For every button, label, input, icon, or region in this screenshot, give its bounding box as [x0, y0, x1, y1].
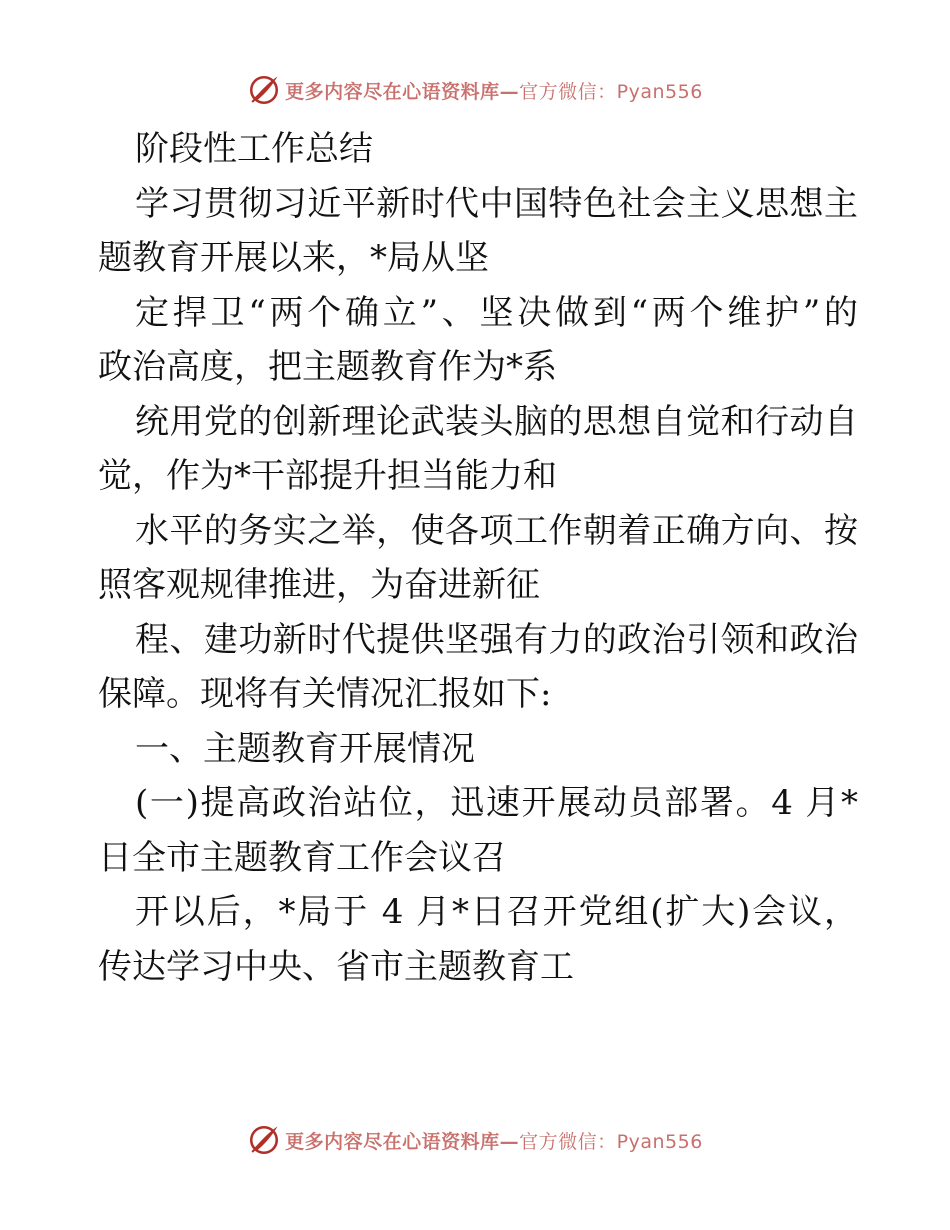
section-heading: 一、主题教育开展情况 — [135, 728, 475, 769]
feather-pen-logo-icon — [247, 73, 281, 107]
paragraph-line: 保障。现将有关情况汇报如下: — [98, 674, 552, 714]
paragraph-line: 照客观规律推进，为奋进新征 — [98, 565, 540, 605]
paragraph-line: 学习贯彻习近平新时代中国特色社会主义思想主 — [135, 183, 858, 224]
paragraph-line: 日全市主题教育工作会议召 — [98, 837, 506, 878]
paragraph-line: 觉，作为*干部提升担当能力和 — [98, 456, 557, 496]
paragraph-line: 程、建功新时代提供坚强有力的政治引领和政治 — [135, 619, 858, 660]
footer-watermark-banner — [0, 1120, 950, 1160]
header-watermark-banner — [0, 70, 950, 110]
watermark-text: 更多内容尽在心语资料库—官方微信：Pyan556 — [285, 1130, 703, 1153]
paragraph-line: 传达学习中央、省市主题教育工 — [98, 946, 574, 987]
paragraph-line: 政治高度，把主题教育作为*系 — [98, 347, 557, 387]
wechat-id: 官方微信：Pyan556 — [519, 80, 703, 103]
paragraph-line: 题教育开展以来，*局从坚 — [98, 238, 489, 278]
doc-title: 阶段性工作总结 — [135, 129, 373, 169]
feather-pen-logo-icon — [247, 1123, 281, 1157]
document-body — [98, 122, 858, 994]
wechat-id: 官方微信：Pyan556 — [519, 1130, 703, 1153]
paragraph-line: 统用党的创新理论武装头脑的思想自觉和行动自 — [135, 401, 858, 442]
paragraph-line: 开以后，*局于 4 月*日召开党组(扩大)会议， — [135, 892, 858, 932]
paragraph-line: 定捍卫“两个确立”、坚决做到“两个维护”的 — [135, 292, 858, 333]
paragraph-line: 水平的务实之举，使各项工作朝着正确方向、按 — [135, 510, 858, 551]
watermark-text: 更多内容尽在心语资料库—官方微信：Pyan556 — [285, 80, 703, 103]
paragraph-line: (一)提高政治站位，迅速开展动员部署。4 月* — [135, 783, 858, 823]
